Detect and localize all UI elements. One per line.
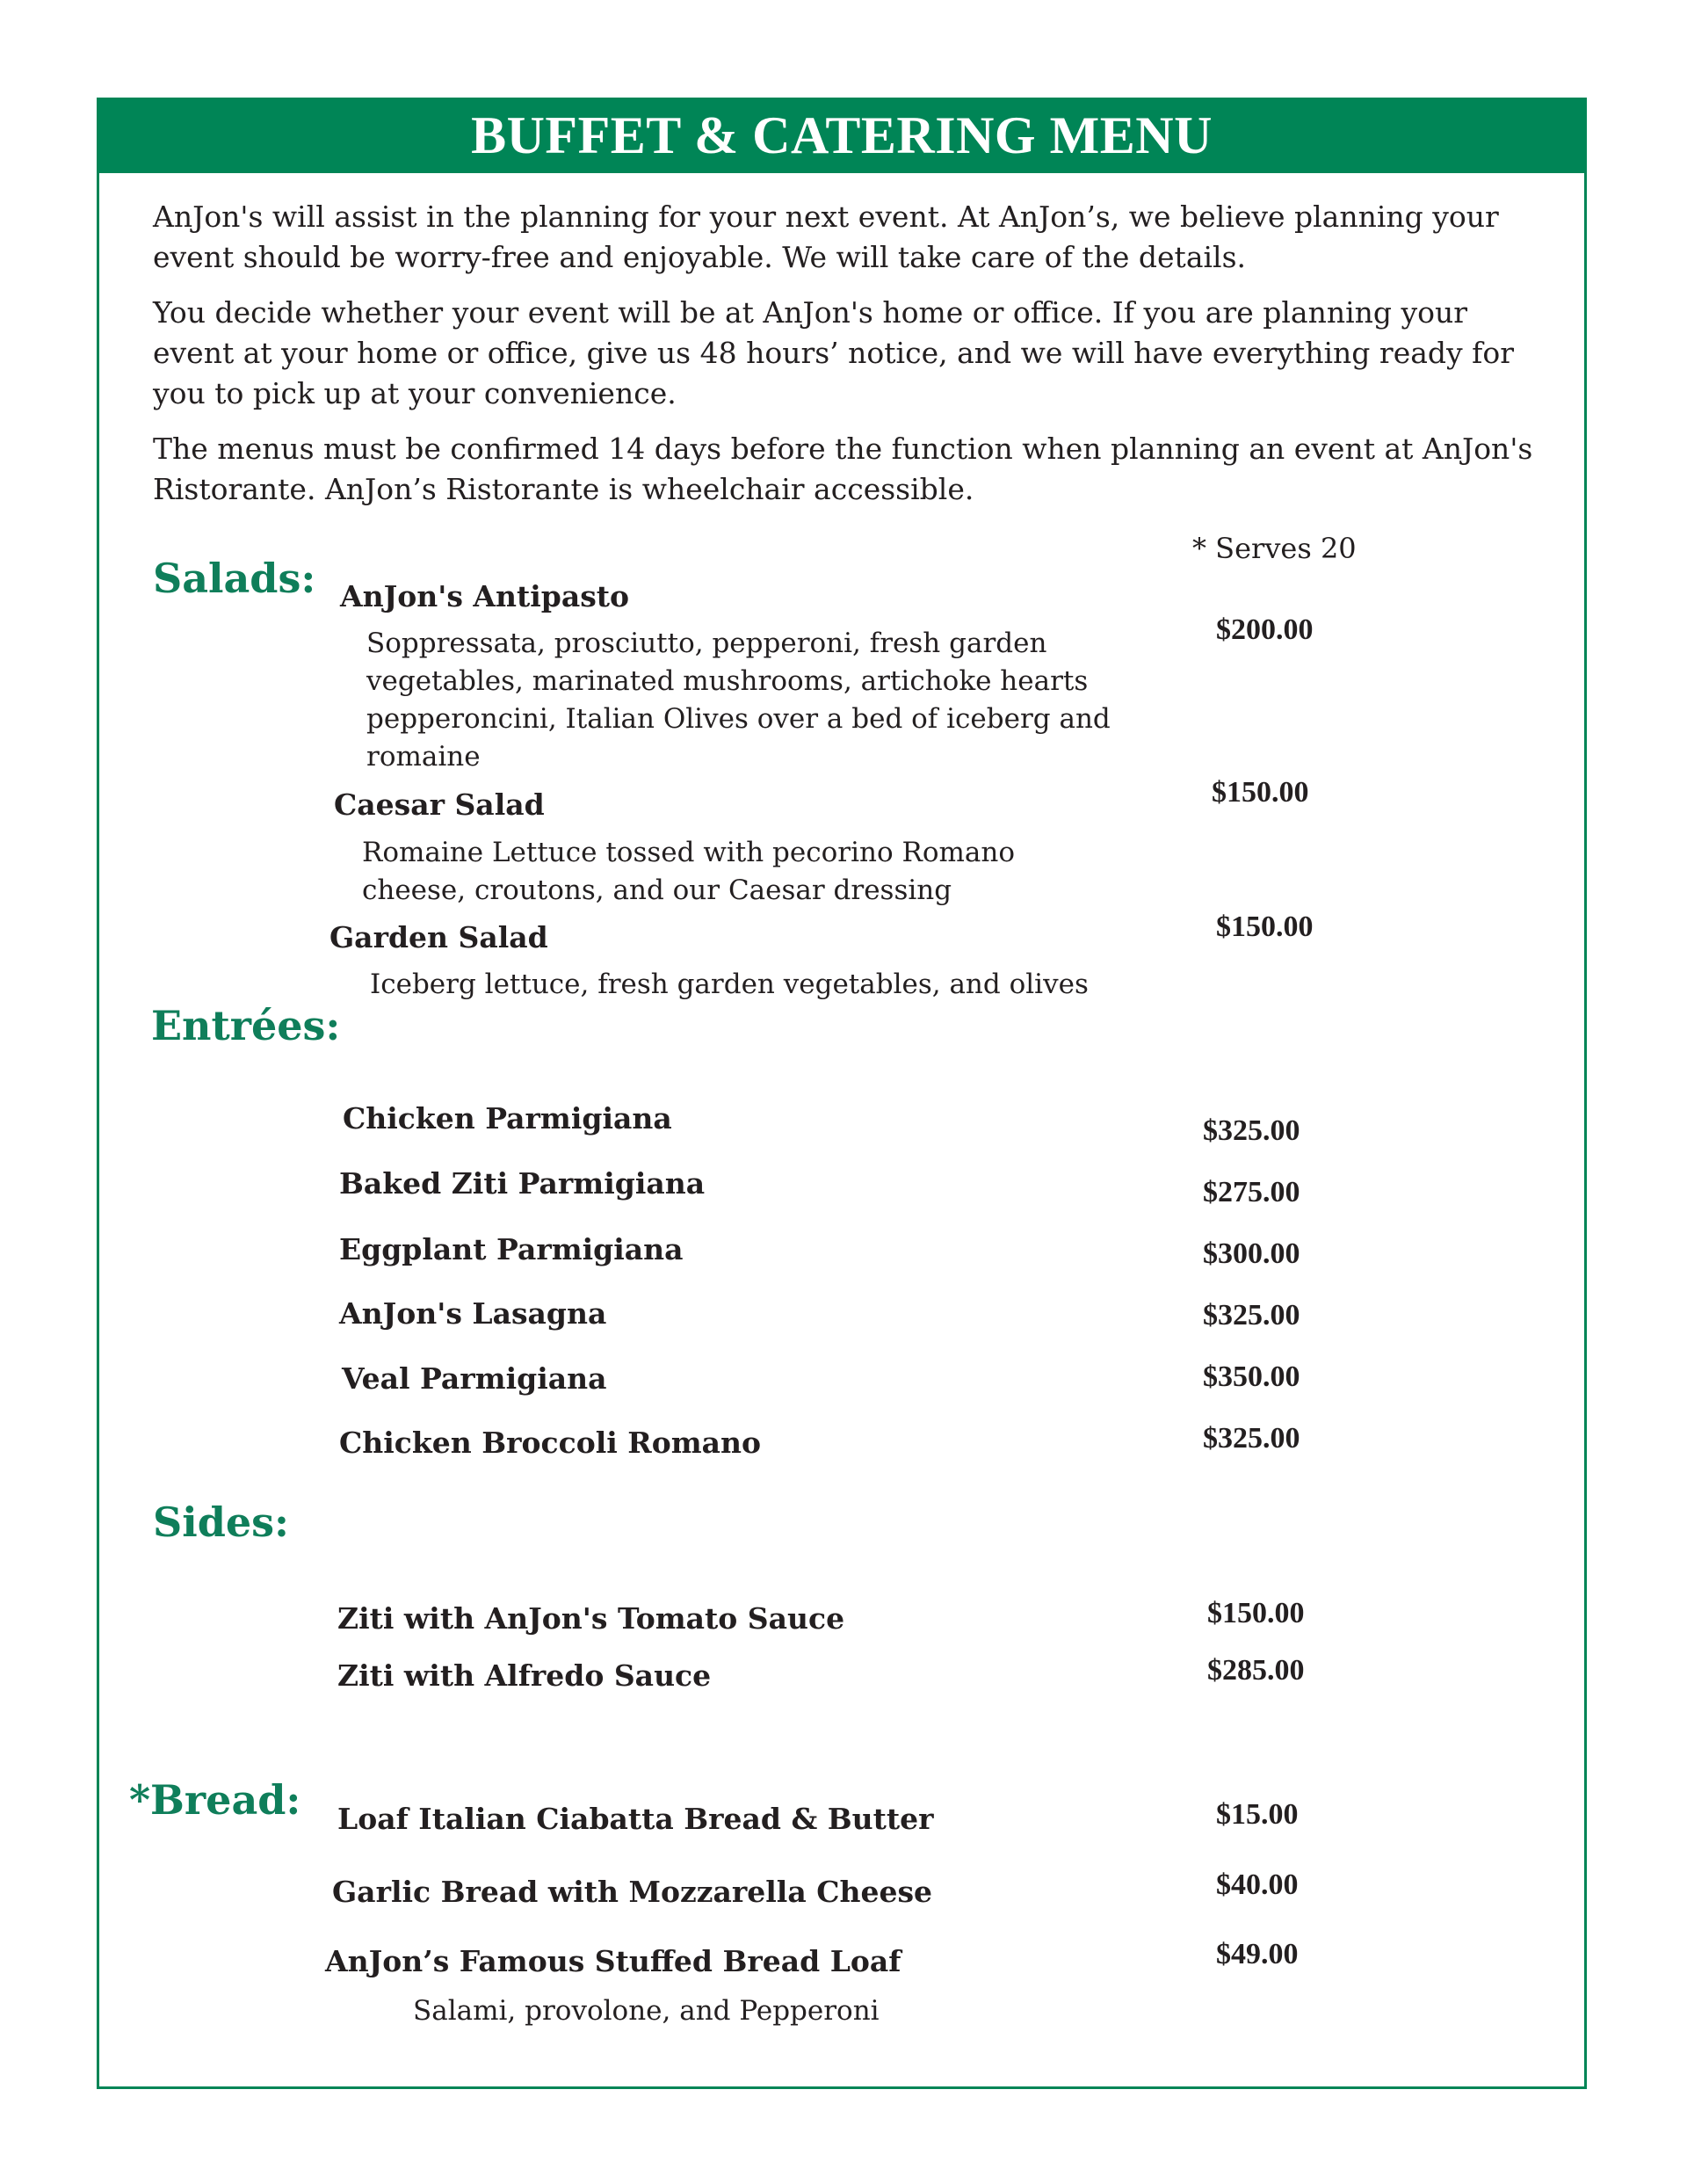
section-heading-salads: Salads: (153, 555, 316, 602)
menu-item-price: $285.00 (1207, 1654, 1305, 1687)
menu-item-name: Veal Parmigiana (342, 1361, 607, 1396)
section-heading-sides: Sides: (153, 1498, 290, 1546)
menu-item-name: Ziti with AnJon's Tomato Sauce (337, 1601, 845, 1636)
menu-item-price: $40.00 (1216, 1868, 1299, 1901)
menu-item-price: $275.00 (1203, 1176, 1300, 1208)
menu-item-price: $49.00 (1216, 1938, 1299, 1970)
menu-item-price: $325.00 (1203, 1422, 1300, 1455)
menu-item-name: Chicken Broccoli Romano (339, 1426, 762, 1460)
intro-paragraph-1: AnJon's will assist in the planning for your next event. At AnJon’s, we believe planning your event should be worry-free and enjoyable. We will take care of the details. (153, 200, 1499, 274)
menu-item-price: $150.00 (1212, 776, 1309, 809)
serves-note: * Serves 20 (1192, 532, 1357, 565)
menu-item-name: Eggplant Parmigiana (339, 1232, 684, 1266)
menu-item-name: Ziti with Alfredo Sauce (337, 1658, 712, 1693)
menu-item-description: Salami, provolone, and Pepperoni (413, 1995, 880, 2027)
menu-item-price: $300.00 (1203, 1237, 1300, 1270)
menu-item-price: $200.00 (1216, 613, 1314, 646)
menu-item-description: Romaine Lettuce tossed with pecorino Romano cheese, croutons, and our Caesar dressing (362, 837, 1015, 906)
menu-item-name: AnJon's Lasagna (339, 1296, 607, 1331)
intro-paragraph-2: You decide whether your event will be at AnJon's home or office. If you are planning your event at your home or office, give us 48 hours’ notice, and we will have everything ready for you to pick up at your convenience. (153, 295, 1515, 410)
menu-item-name: AnJon's Antipasto (340, 579, 630, 613)
menu-item-description: Iceberg lettuce, fresh garden vegetables, and olives (370, 969, 1089, 1000)
menu-item-price: $150.00 (1207, 1597, 1305, 1629)
menu-item-name: Garlic Bread with Mozzarella Cheese (332, 1875, 933, 1909)
section-heading-bread: *Bread: (129, 1776, 301, 1824)
menu-item-description: Soppressata, prosciutto, pepperoni, fresh garden vegetables, marinated mushrooms, artichoke hearts pepperoncini, Italian Olives over a bed of iceberg and romaine (366, 628, 1111, 773)
menu-item-price: $150.00 (1216, 911, 1314, 943)
menu-item-name: AnJon’s Famous Stuffed Bread Loaf (325, 1944, 901, 1978)
menu-item-name: Baked Ziti Parmigiana (339, 1166, 706, 1201)
menu-item-name: Loaf Italian Ciabatta Bread & Butter (337, 1802, 934, 1836)
menu-item-price: $350.00 (1203, 1360, 1300, 1393)
menu-item-name: Garden Salad (329, 920, 548, 954)
menu-item-name: Caesar Salad (334, 787, 545, 822)
menu-item-price: $325.00 (1203, 1114, 1300, 1147)
menu-title-banner: BUFFET & CATERING MENU (97, 98, 1587, 173)
menu-item-name: Chicken Parmigiana (343, 1101, 672, 1136)
menu-item-price: $325.00 (1203, 1299, 1300, 1331)
section-heading-entrees: Entrées: (151, 1002, 341, 1049)
menu-item-price: $15.00 (1216, 1798, 1299, 1831)
intro-paragraph-3: The menus must be confirmed 14 days before the function when planning an event at AnJon's Ristorante. AnJon’s Ristorante is wheelchair accessible. (153, 432, 1533, 506)
